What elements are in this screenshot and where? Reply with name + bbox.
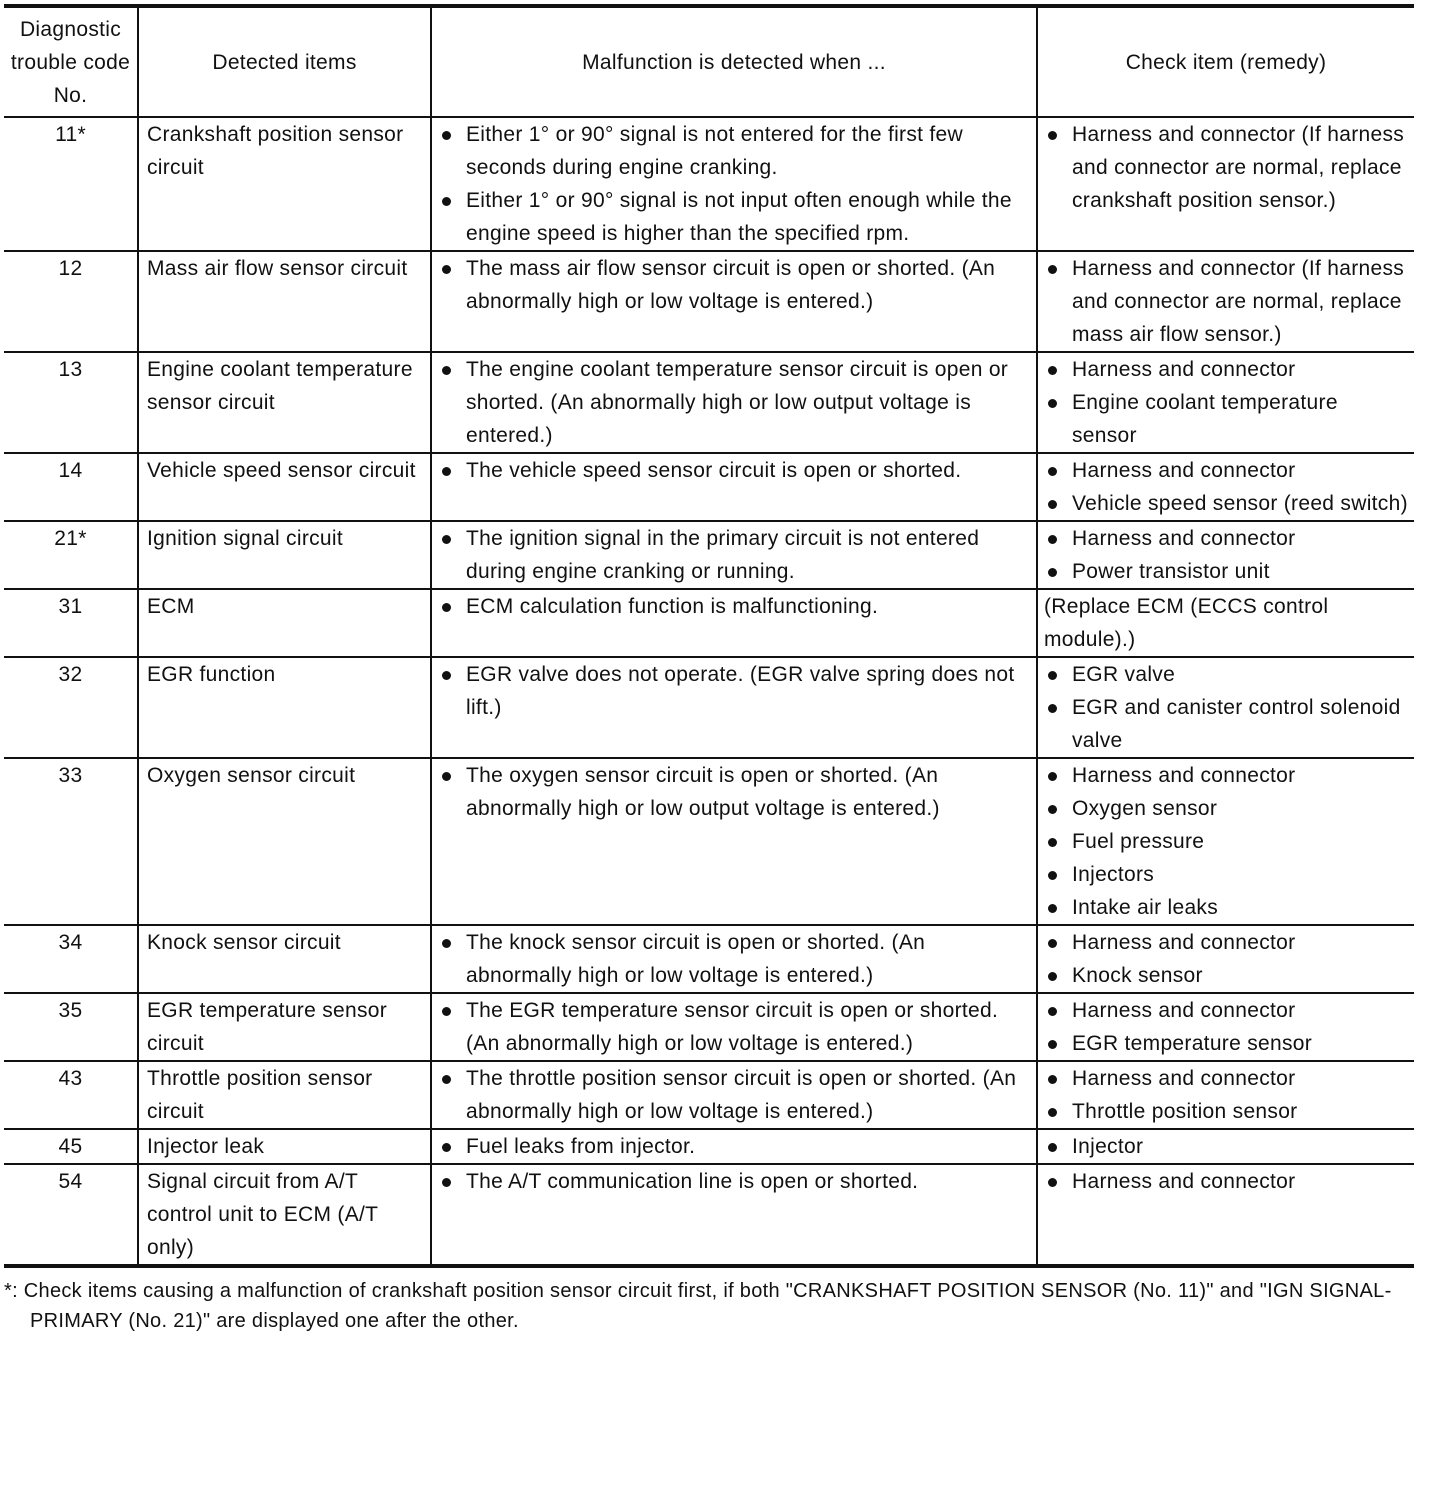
malfunction-list [438, 252, 1030, 318]
table-row [4, 251, 1414, 352]
detected-item: Mass air flow sensor circuit [138, 251, 431, 352]
header-detected-items: Detected items [138, 6, 431, 117]
malfunction-cell [431, 521, 1037, 589]
malfunction-list [438, 1130, 1030, 1163]
malfunction-condition: The mass air flow sensor circuit is open or shorted. (An abnormally high or low voltage is entered.) [438, 252, 1030, 318]
check-item: EGR and canister control solenoid valve [1044, 691, 1408, 757]
malfunction-condition: EGR valve does not operate. (EGR valve spring does not lift.) [438, 658, 1030, 724]
malfunction-cell [431, 925, 1037, 993]
check-item: Harness and connector [1044, 454, 1408, 487]
malfunction-list [438, 759, 1030, 825]
check-item-list [1044, 353, 1408, 452]
check-item: Vehicle speed sensor (reed switch) [1044, 487, 1408, 520]
malfunction-cell [431, 251, 1037, 352]
check-item-list [1044, 1165, 1408, 1198]
malfunction-cell [431, 589, 1037, 657]
detected-item: Crankshaft position sensor circuit [138, 117, 431, 251]
check-item-cell [1037, 1061, 1414, 1129]
malfunction-list [438, 353, 1030, 452]
trouble-code: 11* [4, 117, 138, 251]
malfunction-cell [431, 1164, 1037, 1266]
malfunction-condition: The vehicle speed sensor circuit is open or shorted. [438, 454, 1030, 487]
table-row [4, 521, 1414, 589]
detected-item: Engine coolant temperature sensor circuit [138, 352, 431, 453]
footnote: *: Check items causing a malfunction of crankshaft position sensor circuit first, if both "CRANKSHAFT POSITION SENSOR (No. 11)" and "IGN SIGNAL-PRIMARY (No. 21)" are displayed one after the other. [4, 1280, 1392, 1332]
check-item: Throttle position sensor [1044, 1095, 1408, 1128]
check-item-cell [1037, 589, 1414, 657]
check-item-list [1044, 926, 1408, 992]
header-malfunction: Malfunction is detected when ... [431, 6, 1037, 117]
malfunction-condition: ECM calculation function is malfunctioning. [438, 590, 1030, 623]
diagnostic-trouble-code-sheet [4, 4, 1414, 1336]
check-item-list [1044, 1062, 1408, 1128]
check-item-list [1044, 759, 1408, 924]
malfunction-cell [431, 352, 1037, 453]
trouble-code: 13 [4, 352, 138, 453]
detected-item: EGR temperature sensor circuit [138, 993, 431, 1061]
check-item: Harness and connector [1044, 994, 1408, 1027]
trouble-code: 33 [4, 758, 138, 925]
check-item-cell [1037, 993, 1414, 1061]
malfunction-condition: The A/T communication line is open or shorted. [438, 1165, 1030, 1198]
header-code: Diagnostic trouble code No. [4, 6, 138, 117]
malfunction-condition: The ignition signal in the primary circuit is not entered during engine cranking or running. [438, 522, 1030, 588]
check-item: Oxygen sensor [1044, 792, 1408, 825]
check-item-cell [1037, 521, 1414, 589]
table-row [4, 117, 1414, 251]
detected-item: EGR function [138, 657, 431, 758]
detected-item: Signal circuit from A/T control unit to ECM (A/T only) [138, 1164, 431, 1266]
check-item-list [1044, 1130, 1408, 1163]
trouble-code: 31 [4, 589, 138, 657]
detected-item: Throttle position sensor circuit [138, 1061, 431, 1129]
check-item: Harness and connector [1044, 759, 1408, 792]
check-item-list [1044, 252, 1408, 351]
malfunction-condition: Fuel leaks from injector. [438, 1130, 1030, 1163]
dtc-table [4, 4, 1414, 1268]
malfunction-list [438, 522, 1030, 588]
table-row [4, 1061, 1414, 1129]
malfunction-list [438, 658, 1030, 724]
table-row [4, 758, 1414, 925]
check-item: Harness and connector [1044, 926, 1408, 959]
malfunction-cell [431, 758, 1037, 925]
check-item-cell [1037, 117, 1414, 251]
malfunction-list [438, 926, 1030, 992]
detected-item: Knock sensor circuit [138, 925, 431, 993]
malfunction-list [438, 590, 1030, 623]
malfunction-list [438, 1165, 1030, 1198]
trouble-code: 45 [4, 1129, 138, 1164]
malfunction-list [438, 994, 1030, 1060]
trouble-code: 34 [4, 925, 138, 993]
malfunction-cell [431, 657, 1037, 758]
check-item: Harness and connector [1044, 1062, 1408, 1095]
check-item: EGR temperature sensor [1044, 1027, 1408, 1060]
table-row [4, 589, 1414, 657]
check-item-list [1044, 994, 1408, 1060]
check-item: Harness and connector [1044, 522, 1408, 555]
check-item: Harness and connector [1044, 1165, 1408, 1198]
check-item: EGR valve [1044, 658, 1408, 691]
check-item: Harness and connector [1044, 353, 1408, 386]
check-item-cell [1037, 352, 1414, 453]
trouble-code: 35 [4, 993, 138, 1061]
table-row [4, 925, 1414, 993]
check-item: Intake air leaks [1044, 891, 1408, 924]
table-row [4, 352, 1414, 453]
check-item-cell [1037, 1164, 1414, 1266]
detected-item: Oxygen sensor circuit [138, 758, 431, 925]
malfunction-condition: The knock sensor circuit is open or shorted. (An abnormally high or low voltage is entered.) [438, 926, 1030, 992]
malfunction-condition: The EGR temperature sensor circuit is open or shorted. (An abnormally high or low voltage is entered.) [438, 994, 1030, 1060]
check-item-cell [1037, 657, 1414, 758]
malfunction-cell [431, 453, 1037, 521]
detected-item: Vehicle speed sensor circuit [138, 453, 431, 521]
header-row [4, 6, 1414, 117]
check-item: Injectors [1044, 858, 1408, 891]
table-row [4, 453, 1414, 521]
trouble-code: 12 [4, 251, 138, 352]
malfunction-condition: The throttle position sensor circuit is open or shorted. (An abnormally high or low voltage is entered.) [438, 1062, 1030, 1128]
check-item: Knock sensor [1044, 959, 1408, 992]
check-item-cell [1037, 925, 1414, 993]
trouble-code: 32 [4, 657, 138, 758]
check-item-cell [1037, 758, 1414, 925]
check-item-cell [1037, 453, 1414, 521]
check-item-list [1044, 522, 1408, 588]
check-item: Injector [1044, 1130, 1408, 1163]
trouble-code: 54 [4, 1164, 138, 1266]
trouble-code: 43 [4, 1061, 138, 1129]
check-item-list [1044, 454, 1408, 520]
check-item: Harness and connector (If harness and connector are normal, replace crankshaft position sensor.) [1044, 118, 1408, 217]
detected-item: Injector leak [138, 1129, 431, 1164]
malfunction-list [438, 454, 1030, 487]
malfunction-list [438, 1062, 1030, 1128]
malfunction-cell [431, 1061, 1037, 1129]
check-item: Engine coolant temperature sensor [1044, 386, 1408, 452]
check-item: Power transistor unit [1044, 555, 1408, 588]
malfunction-condition: The oxygen sensor circuit is open or shorted. (An abnormally high or low output voltage is entered.) [438, 759, 1030, 825]
trouble-code: 14 [4, 453, 138, 521]
check-item: Harness and connector (If harness and connector are normal, replace mass air flow sensor.) [1044, 252, 1408, 351]
header-check-item: Check item (remedy) [1037, 6, 1414, 117]
table-row [4, 1129, 1414, 1164]
table-row [4, 1164, 1414, 1266]
check-item-cell [1037, 1129, 1414, 1164]
malfunction-cell [431, 1129, 1037, 1164]
table-row [4, 657, 1414, 758]
trouble-code: 21* [4, 521, 138, 589]
detected-item: ECM [138, 589, 431, 657]
check-item-list [1044, 118, 1408, 217]
malfunction-condition: Either 1° or 90° signal is not entered for the first few seconds during engine cranking. [438, 118, 1030, 184]
malfunction-cell [431, 117, 1037, 251]
check-item: Fuel pressure [1044, 825, 1408, 858]
check-item-cell [1037, 251, 1414, 352]
check-item-remedy: (Replace ECM (ECCS control module).) [1044, 595, 1329, 651]
detected-item: Ignition signal circuit [138, 521, 431, 589]
malfunction-condition: The engine coolant temperature sensor circuit is open or shorted. (An abnormally high or low output voltage is entered.) [438, 353, 1030, 452]
check-item-list [1044, 658, 1408, 757]
malfunction-list [438, 118, 1030, 250]
malfunction-cell [431, 993, 1037, 1061]
malfunction-condition: Either 1° or 90° signal is not input often enough while the engine speed is higher than the specified rpm. [438, 184, 1030, 250]
table-row [4, 993, 1414, 1061]
dtc-table-body [4, 117, 1414, 1266]
